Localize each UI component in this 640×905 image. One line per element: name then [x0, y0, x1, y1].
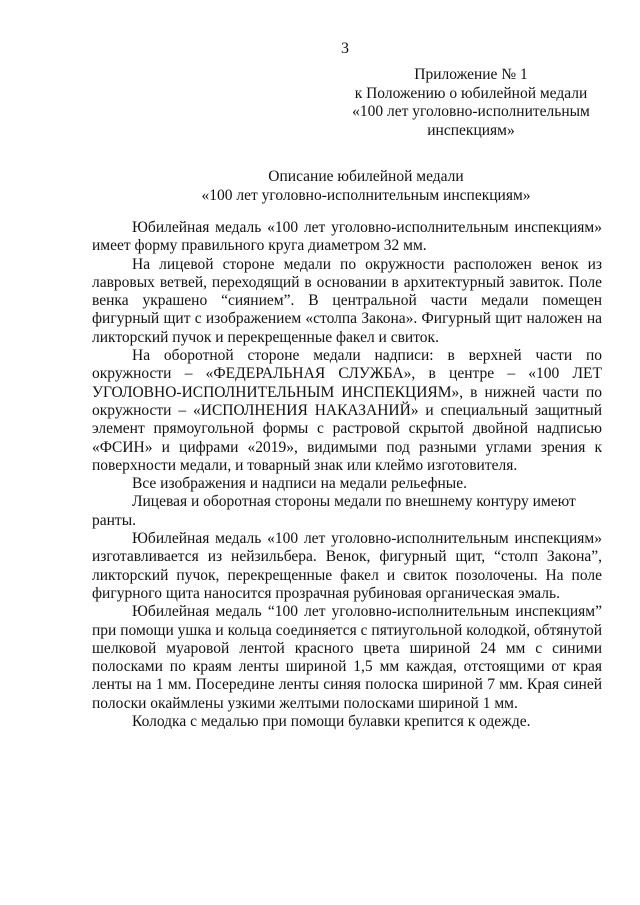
paragraph-7: Юбилейная медаль “100 лет уголовно-исполнительным инспекциям” при помощи ушка и кольца соединяется с пятиугольной колодкой, обтянутой шелковой муаровой лентой красного цвета шириной 24 мм с синими полосками по краям ленты шириной 1,5 мм каждая, отстоящими от края ленты на 1 мм. Посередине ленты синяя полоска шириной 7 мм. Края синей полоски окаймлены узкими желтыми полосками шириной 1 мм.: [92, 603, 602, 712]
appendix-line-2: к Положению о юбилейной медали: [354, 84, 588, 102]
document-title: [92, 168, 640, 205]
document-body: [92, 219, 602, 731]
page-number: 3: [341, 40, 349, 57]
paragraph-2: На лицевой стороне медали по окружности расположен венок из лавровых ветвей, переходящий в основании в архитектурный завиток. Поле венка украшено “сиянием”. В центральной части медали помещен фигурный щит с изображением «столпа Закона». Фигурный щит наложен на ликторский пучок и перекрещенные факел и свиток.: [92, 255, 602, 346]
paragraph-4: Все изображения и надписи на медали рельефные.: [132, 475, 467, 493]
appendix-line-1: Приложение № 1: [414, 66, 528, 83]
title-line-2: «100 лет уголовно-исполнительным инспекциям»: [201, 186, 531, 204]
paragraph-3: На оборотной стороне медали надписи: в верхней части по окружности – «ФЕДЕРАЛЬНАЯ СЛУЖБА», в центре – «100 ЛЕТ УГОЛОВНО-ИСПОЛНИТЕЛЬНЫМ ИНСПЕКЦИЯМ», в нижней части по окружности – «ИСПОЛНЕНИЯ НАКАЗАНИЙ» и специальный защитный элемент прямоугольной формы с растровой скрытой двойной надписью «ФСИН» и цифрами «2019», видимыми под разными углами зрения к поверхности медали, и товарный знак или клеймо изготовителя.: [92, 347, 602, 474]
appendix-line-3: «100 лет уголовно-исполнительным: [352, 103, 590, 120]
paragraph-1: Юбилейная медаль «100 лет уголовно-исполнительным инспекциям» имеет форму правильного круга диаметром 32 мм.: [92, 219, 602, 255]
appendix-line-4: инспекциям»: [427, 121, 515, 139]
title-line-1: Описание юбилейной медали: [268, 168, 464, 185]
paragraph-5: Лицевая и оборотная стороны медали по внешнему контуру имеют ранты.: [92, 493, 576, 529]
paragraph-8: Колодка с медалью при помощи булавки крепится к одежде.: [132, 713, 531, 731]
paragraph-6: Юбилейная медаль «100 лет уголовно-исполнительным инспекциям» изготавливается из нейзильбера. Венок, фигурный щит, “столп Закона”, ликторский пучок, перекрещенные факел и свиток позолочены. На поле фигурного щита наносится прозрачная рубиновая органическая эмаль.: [92, 530, 602, 602]
appendix-header: [346, 66, 596, 140]
